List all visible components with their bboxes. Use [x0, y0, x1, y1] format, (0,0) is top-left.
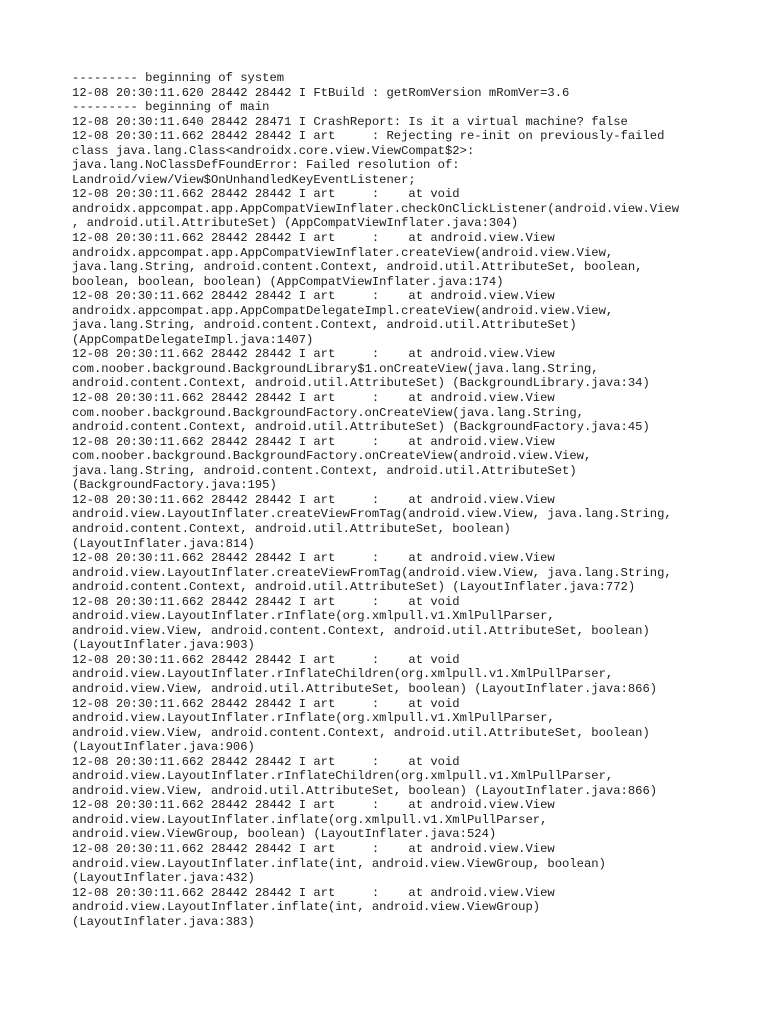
log-line: android.view.LayoutInflater.inflate(int, android.view.ViewGroup, boolean)	[72, 856, 606, 871]
log-line: (AppCompatDelegateImpl.java:1407)	[72, 332, 314, 347]
log-line: android.view.LayoutInflater.rInflateChildren(org.xmlpull.v1.XmlPullParser,	[72, 667, 614, 682]
log-line: android.content.Context, android.util.AttributeSet) (LayoutInflater.java:772)	[72, 580, 636, 595]
log-line: java.lang.NoClassDefFoundError: Failed resolution of:	[72, 158, 460, 173]
log-line: --------- beginning of main	[72, 100, 270, 115]
log-line: 12-08 20:30:11.662 28442 28442 I art : at void	[72, 696, 460, 711]
log-line: android.view.LayoutInflater.createViewFromTag(android.view.View, java.lang.String,	[72, 507, 672, 522]
log-line: 12-08 20:30:11.662 28442 28442 I art : at void	[72, 652, 460, 667]
log-line: class java.lang.Class<androidx.core.view.ViewCompat$2>:	[72, 143, 475, 158]
log-line: android.content.Context, android.util.AttributeSet) (BackgroundFactory.java:45)	[72, 420, 650, 435]
log-line: androidx.appcompat.app.AppCompatDelegateImpl.createView(android.view.View,	[72, 303, 614, 318]
log-document	[72, 71, 732, 929]
log-line: java.lang.String, android.content.Context, android.util.AttributeSet)	[72, 463, 577, 478]
log-line: android.view.LayoutInflater.createViewFromTag(android.view.View, java.lang.String,	[72, 565, 672, 580]
log-line: android.view.View, android.util.AttributeSet, boolean) (LayoutInflater.java:866)	[72, 783, 658, 798]
log-line: androidx.appcompat.app.AppCompatViewInflater.createView(android.view.View,	[72, 245, 614, 260]
log-line: --------- beginning of system	[72, 71, 285, 85]
log-line: java.lang.String, android.content.Context, android.util.AttributeSet)	[72, 318, 577, 333]
log-line: android.view.LayoutInflater.inflate(int, android.view.ViewGroup)	[72, 900, 541, 915]
log-line: (LayoutInflater.java:432)	[72, 871, 255, 886]
log-line: android.view.View, android.content.Context, android.util.AttributeSet, boolean)	[72, 623, 650, 638]
log-line: 12-08 20:30:11.662 28442 28442 I art : at void	[72, 754, 460, 769]
log-line: com.noober.background.BackgroundFactory.onCreateView(java.lang.String,	[72, 405, 584, 420]
log-line: Landroid/view/View$OnUnhandledKeyEventListener;	[72, 172, 416, 187]
log-line: boolean, boolean, boolean) (AppCompatViewInflater.java:174)	[72, 274, 504, 289]
log-line: (LayoutInflater.java:906)	[72, 740, 255, 755]
log-line: (LayoutInflater.java:383)	[72, 914, 255, 929]
log-line: 12-08 20:30:11.662 28442 28442 I art : at android.view.View	[72, 798, 555, 813]
log-line: android.view.ViewGroup, boolean) (LayoutInflater.java:524)	[72, 827, 497, 842]
log-line: 12-08 20:30:11.662 28442 28442 I art : at android.view.View	[72, 347, 555, 362]
log-line: android.content.Context, android.util.AttributeSet) (BackgroundLibrary.java:34)	[72, 376, 650, 391]
log-line: java.lang.String, android.content.Context, android.util.AttributeSet, boolean,	[72, 260, 643, 275]
log-line: android.view.View, android.util.AttributeSet, boolean) (LayoutInflater.java:866)	[72, 681, 658, 696]
log-line: android.view.LayoutInflater.rInflateChildren(org.xmlpull.v1.XmlPullParser,	[72, 769, 614, 784]
log-line: , android.util.AttributeSet) (AppCompatViewInflater.java:304)	[72, 216, 519, 231]
log-line: (LayoutInflater.java:814)	[72, 536, 255, 551]
log-line: 12-08 20:30:11.662 28442 28442 I art : at android.view.View	[72, 434, 555, 449]
log-line: (LayoutInflater.java:903)	[72, 638, 255, 653]
log-line: com.noober.background.BackgroundFactory.onCreateView(android.view.View,	[72, 449, 592, 464]
log-line: 12-08 20:30:11.662 28442 28442 I art : at android.view.View	[72, 391, 555, 406]
log-line: 12-08 20:30:11.662 28442 28442 I art : Rejecting re-init on previously-failed	[72, 129, 665, 144]
log-line: 12-08 20:30:11.662 28442 28442 I art : at void	[72, 594, 460, 609]
log-line: 12-08 20:30:11.640 28442 28471 I CrashReport: Is it a virtual machine? false	[72, 114, 628, 129]
log-line: android.view.LayoutInflater.inflate(org.xmlpull.v1.XmlPullParser,	[72, 812, 548, 827]
log-line: (BackgroundFactory.java:195)	[72, 478, 277, 493]
log-line: 12-08 20:30:11.662 28442 28442 I art : at android.view.View	[72, 551, 555, 566]
log-line: androidx.appcompat.app.AppCompatViewInflater.checkOnClickListener(android.view.View	[72, 201, 680, 216]
log-line: android.view.LayoutInflater.rInflate(org.xmlpull.v1.XmlPullParser,	[72, 609, 555, 624]
log-line: android.content.Context, android.util.AttributeSet, boolean)	[72, 521, 511, 536]
log-line: 12-08 20:30:11.662 28442 28442 I art : at void	[72, 187, 460, 202]
log-line: 12-08 20:30:11.662 28442 28442 I art : at android.view.View	[72, 492, 555, 507]
log-line: 12-08 20:30:11.662 28442 28442 I art : at android.view.View	[72, 231, 555, 246]
log-line: 12-08 20:30:11.662 28442 28442 I art : at android.view.View	[72, 885, 555, 900]
log-line: 12-08 20:30:11.620 28442 28442 I FtBuild : getRomVersion mRomVer=3.6	[72, 85, 570, 100]
log-line: android.view.View, android.content.Context, android.util.AttributeSet, boolean)	[72, 725, 650, 740]
log-line: 12-08 20:30:11.662 28442 28442 I art : at android.view.View	[72, 289, 555, 304]
log-line: 12-08 20:30:11.662 28442 28442 I art : at android.view.View	[72, 841, 555, 856]
log-line: com.noober.background.BackgroundLibrary$1.onCreateView(java.lang.String,	[72, 361, 599, 376]
log-line: android.view.LayoutInflater.rInflate(org.xmlpull.v1.XmlPullParser,	[72, 711, 555, 726]
